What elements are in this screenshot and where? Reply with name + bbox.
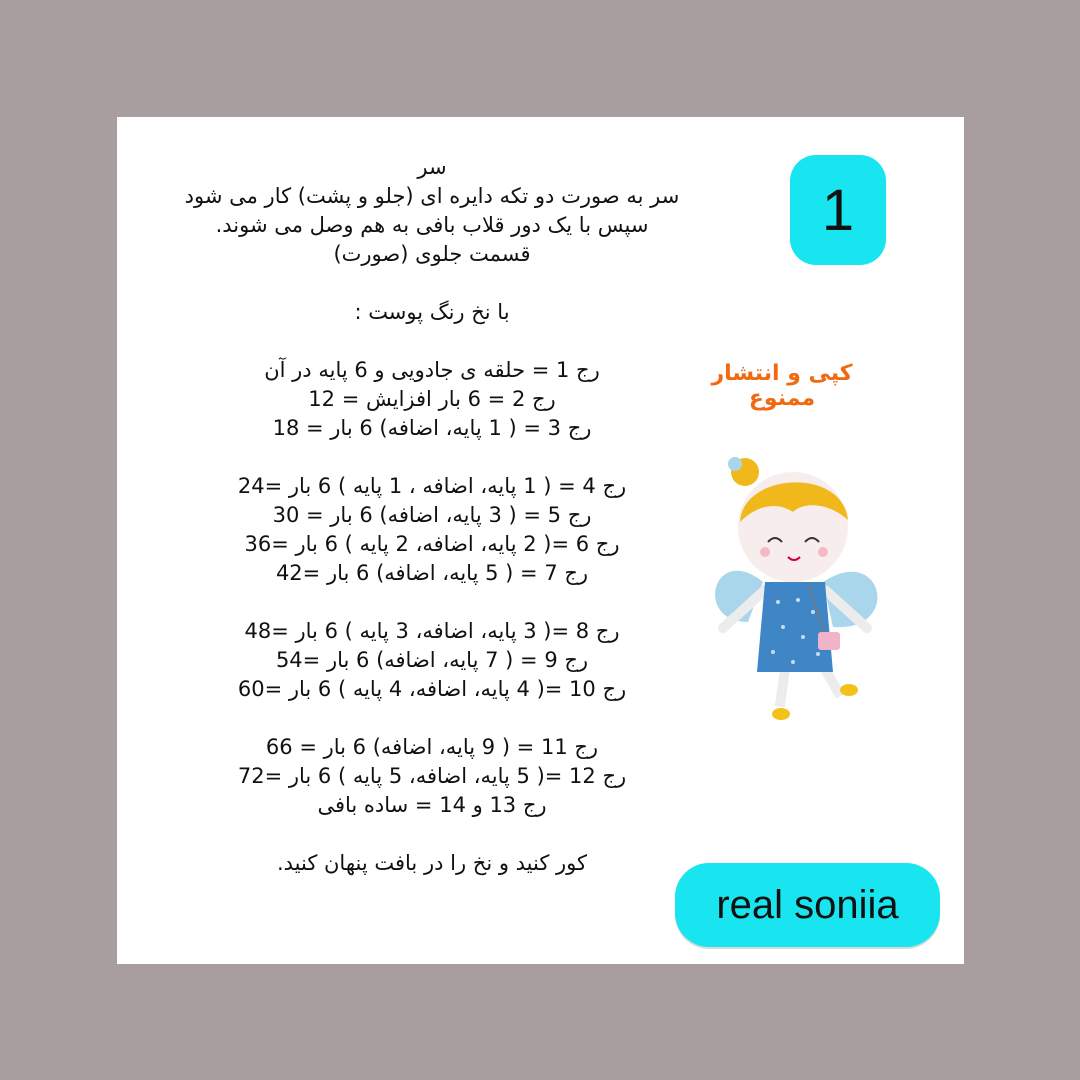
intro-line-2: سپس با یک دور قلاب بافی به هم وصل می شوند. <box>215 213 649 237</box>
round-12: رج 12 =( 5 پایه، اضافه، 5 پایه ) 6 بار =72 <box>237 764 627 788</box>
doll-photo <box>653 432 933 737</box>
round-7: رج 7 = ( 5 پایه، اضافه) 6 بار =42 <box>275 561 589 585</box>
round-2: رج 2 = 6 بار افزایش = 12 <box>308 387 556 411</box>
round-3: رج 3 = ( 1 پایه، اضافه) 6 بار = 18 <box>272 416 592 440</box>
closing-instruction: کور کنید و نخ را در بافت پنهان کنید. <box>276 851 588 875</box>
step-number-badge: 1 <box>790 155 886 265</box>
round-4: رج 4 = ( 1 پایه، اضافه ، 1 پایه ) 6 بار =24 <box>237 474 627 498</box>
pattern-text <box>147 153 717 878</box>
round-1: رج 1 = حلقه ی جادویی و 6 پایه در آن <box>264 358 600 382</box>
brand-badge: real soniia <box>675 863 940 947</box>
round-9: رج 9 = ( 7 پایه، اضافه) 6 بار =54 <box>275 648 589 672</box>
yarn-note: با نخ رنگ پوست : <box>354 300 510 324</box>
intro-line-3: قسمت جلوی (صورت) <box>333 242 531 266</box>
round-8: رج 8 =( 3 پایه، اضافه، 3 پایه ) 6 بار =48 <box>244 619 620 643</box>
round-5: رج 5 = ( 3 پایه، اضافه) 6 بار = 30 <box>272 503 592 527</box>
copy-warning: کپی و انتشار ممنوع <box>711 361 853 411</box>
intro-line-1: سر به صورت دو تکه دایره ای (جلو و پشت) کار می شود <box>184 184 680 208</box>
round-13-14: رج 13 و 14 = ساده بافی <box>317 793 547 817</box>
round-11: رج 11 = ( 9 پایه، اضافه) 6 بار = 66 <box>265 735 599 759</box>
section-title: سر <box>417 155 447 179</box>
pattern-card <box>117 117 964 964</box>
round-6: رج 6 =( 2 پایه، اضافه، 2 پایه ) 6 بار =36 <box>244 532 620 556</box>
round-10: رج 10 =( 4 پایه، اضافه، 4 پایه ) 6 بار =60 <box>237 677 627 701</box>
